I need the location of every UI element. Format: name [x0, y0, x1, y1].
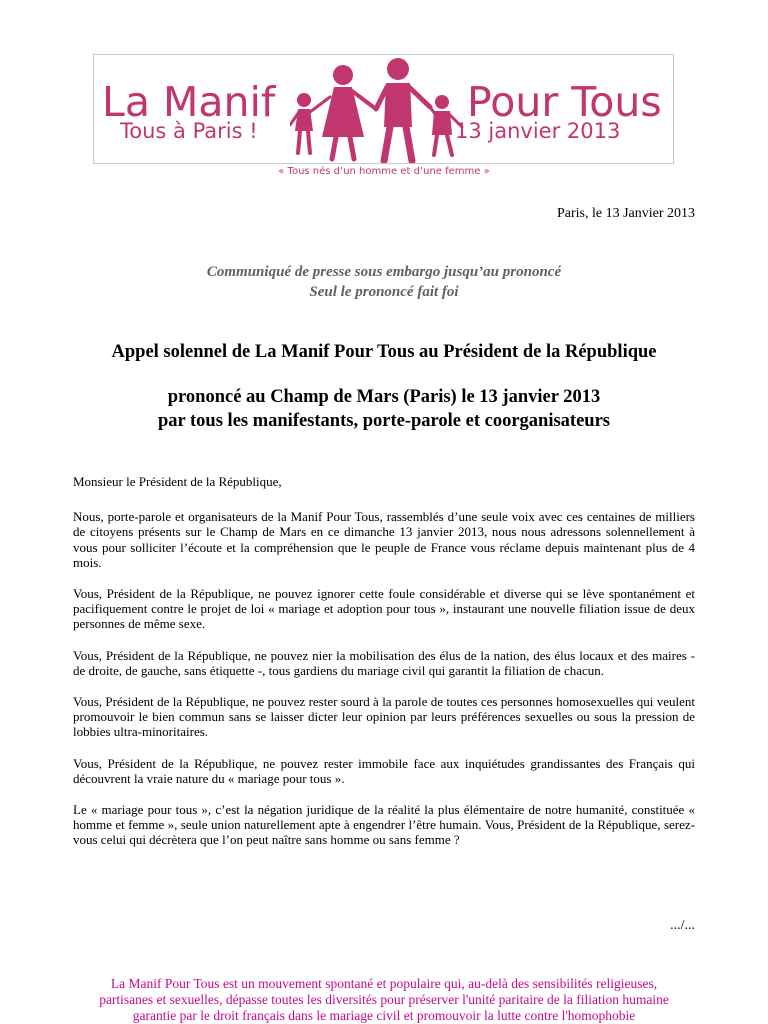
paragraph: Le « mariage pour tous », c’est la négation juridique de la réalité la plus élémentaire de notre humanité, constituée « homme et femme », seule union naturellement apte à engendrer l’être humain. Vous, Président de la République, serez-vous celui qui décrètera que l’on peut naître sans homme ou sans femme ?: [73, 802, 695, 848]
paragraph: Vous, Président de la République, ne pouvez ignorer cette foule considérable et diverse qui se lève spontanément et pacifiquement contre le projet de loi « mariage et adoption pour tous », instaurant une nouvelle filiation issue de deux personnes de même sexe.: [73, 586, 695, 632]
document-title: Appel solennel de La Manif Pour Tous au Président de la République: [111, 342, 657, 362]
salutation: Monsieur le Président de la République,: [73, 474, 282, 489]
logo-banner: [93, 54, 674, 164]
letter-body: [73, 474, 695, 864]
paragraph: Vous, Président de la République, ne pouvez rester immobile face aux inquiétudes grandissantes des Français qui découvrent la vraie nature du « mariage pour tous ».: [73, 755, 695, 786]
document-subtitle-1: prononcé au Champ de Mars (Paris) le 13 janvier 2013: [167, 387, 601, 407]
dateline: Paris, le 13 Janvier 2013: [556, 206, 695, 221]
continuation-mark: .../...: [670, 918, 695, 933]
paragraph: Vous, Président de la République, ne pouvez rester sourd à la parole de toutes ces personnes homosexuelles qui veulent promouvoir le bien commun sans se laisser dicter leur opinion par leurs préférences sexuelles ou sous la pression de lobbies ultra-minoritaires.: [73, 694, 695, 740]
document-subtitle-2: par tous les manifestants, porte-parole et coorganisateurs: [157, 411, 610, 431]
embargo-notice: [0, 262, 768, 302]
tagline: « Tous nés d’un homme et d’une femme »: [278, 166, 490, 177]
logo-left-subtitle: Tous à Paris !: [120, 119, 258, 143]
footer-line-3: garantie par le droit français dans le mariage civil et promouvoir la lutte contre l'homophobie: [132, 1008, 636, 1023]
family-figures-icon: [290, 55, 470, 163]
footer-note: [0, 976, 768, 1024]
footer-line-2: partisanes et sexuelles, dépasse toutes les diversités pour préserver l'unité paritaire de la filiation humaine: [99, 992, 669, 1007]
embargo-line-1: Communiqué de presse sous embargo jusqu’au prononcé: [206, 264, 562, 280]
footer-line-1: La Manif Pour Tous est un mouvement spontané et populaire qui, au-delà des sensibilités religieuses,: [110, 976, 658, 991]
logo-right-title: Pour Tous: [467, 78, 662, 126]
logo-left-title: La Manif: [102, 78, 276, 126]
paragraph: Vous, Président de la République, ne pouvez nier la mobilisation des élus de la nation, des élus locaux et des maires - de droite, de gauche, sans étiquette -, tous gardiens du mariage civil qui garantit la filiation de chacun.: [73, 647, 695, 678]
embargo-line-2: Seul le prononcé fait foi: [309, 284, 459, 300]
logo-right-subtitle: 13 janvier 2013: [455, 119, 621, 143]
paragraph: Nous, porte-parole et organisateurs de la Manif Pour Tous, rassemblés d’une seule voix avec ces centaines de milliers de citoyens présents sur le Champ de Mars en ce dimanche 13 janvier 2013, nous nous adressons solennellement à vous pour solliciter l’écoute et la compréhension que le peuple de France vous réclame depuis maintenant plus de 4 mois.: [73, 509, 695, 570]
